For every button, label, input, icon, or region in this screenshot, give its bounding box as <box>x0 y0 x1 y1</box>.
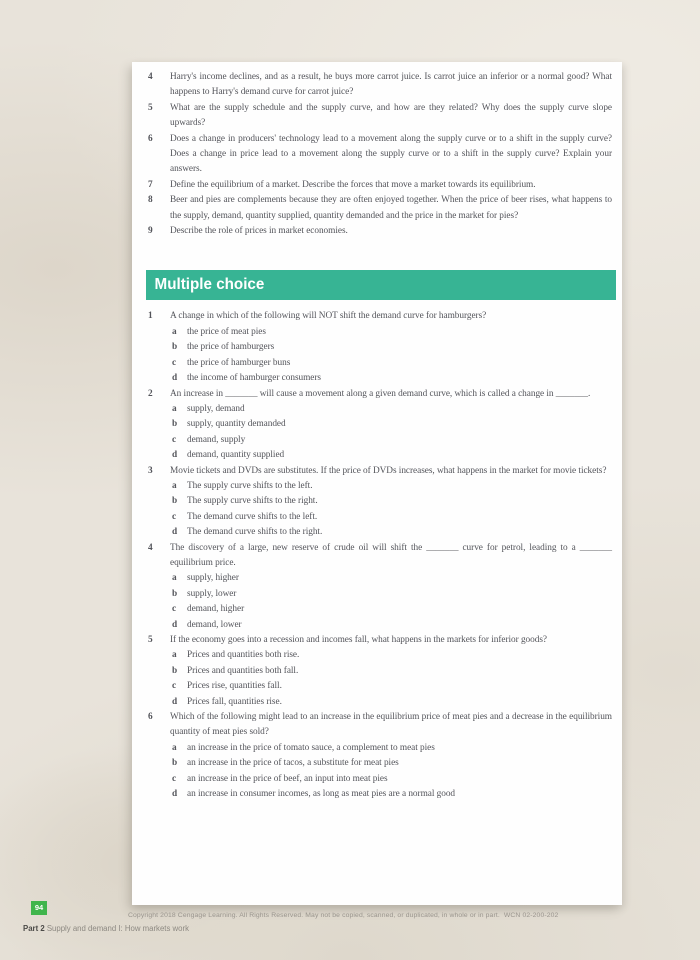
question-body <box>170 70 612 101</box>
option-letter: d <box>172 696 178 707</box>
question-text: Movie tickets and DVDs are substitutes. If the price of DVDs increases, what happens in the market for movie tickets? <box>170 465 607 476</box>
option-row <box>170 741 612 756</box>
question-body <box>170 464 612 541</box>
option-letter: c <box>172 511 177 522</box>
review-questions-list <box>148 70 612 239</box>
option-letter: d <box>172 527 178 538</box>
option-text: the price of hamburger buns <box>187 357 291 368</box>
question-number: 6 <box>148 712 153 723</box>
question-number: 7 <box>148 179 153 190</box>
mc-question-row <box>148 464 612 541</box>
option-row <box>170 479 612 494</box>
question-body <box>170 387 612 464</box>
option-text: demand, higher <box>187 604 245 615</box>
question-number: 4 <box>148 542 153 553</box>
question-number: 4 <box>148 72 153 82</box>
option-text: Prices and quantities both rise. <box>187 650 300 661</box>
option-letter: c <box>172 357 177 368</box>
option-letter: b <box>172 496 178 507</box>
option-row <box>170 772 612 787</box>
question-number: 5 <box>148 635 153 645</box>
question-body <box>170 541 612 633</box>
question-body <box>170 178 612 193</box>
question-body <box>170 309 612 386</box>
option-row <box>170 756 612 771</box>
option-row <box>170 571 612 586</box>
mc-question-row <box>148 387 612 464</box>
mc-question-row <box>148 541 612 633</box>
question-text: Define the equilibrium of a market. Describe the forces that move a market towards its equilibrium. <box>170 179 536 190</box>
option-text: demand, lower <box>187 619 242 630</box>
question-number: 6 <box>148 133 153 144</box>
option-row <box>170 417 612 432</box>
review-question-row <box>148 132 612 178</box>
option-row <box>170 371 612 386</box>
option-letter: b <box>172 665 178 676</box>
option-letter: d <box>172 789 178 800</box>
question-body <box>170 193 612 224</box>
question-number: 8 <box>148 195 153 206</box>
option-letter: a <box>172 573 177 584</box>
option-row <box>170 433 612 448</box>
question-text: An increase in _______ will cause a movement along a given demand curve, which is called a change in _______. <box>170 388 591 399</box>
option-text: an increase in consumer incomes, as long as meat pies are a normal good <box>187 789 456 800</box>
option-text: Prices and quantities both fall. <box>187 665 299 676</box>
mc-question-row <box>148 633 612 710</box>
option-text: demand, supply <box>187 434 246 445</box>
option-row <box>170 648 612 663</box>
review-question-row <box>148 178 612 193</box>
question-number: 5 <box>148 102 153 113</box>
option-text: supply, demand <box>187 403 245 414</box>
option-row <box>170 602 612 617</box>
option-letter: c <box>172 773 177 784</box>
option-row <box>170 448 612 463</box>
option-text: an increase in the price of tomato sauce, a complement to meat pies <box>187 742 435 753</box>
option-text: The supply curve shifts to the left. <box>187 480 313 491</box>
option-text: The demand curve shifts to the left. <box>187 511 318 522</box>
option-row <box>170 356 612 371</box>
option-letter: b <box>172 342 178 353</box>
mc-question-row <box>148 309 612 386</box>
question-number: 3 <box>148 465 153 476</box>
option-letter: d <box>172 619 178 630</box>
question-body <box>170 101 612 132</box>
option-text: supply, lower <box>187 588 237 599</box>
review-question-row <box>148 70 612 101</box>
question-body <box>170 710 612 802</box>
question-number: 9 <box>148 226 153 237</box>
option-row <box>170 340 612 355</box>
question-text: Does a change in producers' technology lead to a movement along the supply curve or to a shift in the supply curve? Does a change in price lead to a movement along the supply curve or to a shift in the supply curve? Explain your answers. <box>170 133 612 175</box>
option-row <box>170 618 612 633</box>
question-body <box>170 633 612 710</box>
part-title-line <box>23 923 189 934</box>
option-text: The demand curve shifts to the right. <box>187 527 323 538</box>
option-text: an increase in the price of beef, an input into meat pies <box>187 773 388 784</box>
review-question-row <box>148 193 612 224</box>
option-row <box>170 510 612 525</box>
option-row <box>170 402 612 417</box>
section-header: Multiple choice <box>154 276 265 294</box>
option-row <box>170 695 612 710</box>
option-letter: b <box>172 588 178 599</box>
option-row <box>170 664 612 679</box>
question-text: What are the supply schedule and the supply curve, and how are they related? Why does the supply curve slope upwards? <box>170 102 612 129</box>
option-letter: c <box>172 681 177 692</box>
question-text: If the economy goes into a recession and incomes fall, what happens in the markets for inferior goods? <box>170 635 547 645</box>
multiple-choice-questions-list <box>148 309 612 802</box>
question-number: 2 <box>148 388 153 399</box>
option-letter: c <box>172 434 177 445</box>
question-text: Beer and pies are complements because they are often enjoyed together. When the price of beer rises, what happens to the supply, demand, quantity supplied, quantity demanded and the price in the market for pies? <box>170 195 612 221</box>
option-text: The supply curve shifts to the right. <box>187 496 318 507</box>
option-letter: b <box>172 419 178 430</box>
option-text: the price of hamburgers <box>187 342 275 353</box>
question-text: Describe the role of prices in market economies. <box>170 226 348 237</box>
option-letter: c <box>172 604 177 615</box>
copyright-notice: Copyright 2018 Cengage Learning. All Rights Reserved. May not be copied, scanned, or duplicated, in whole or in part. WCN 02-200-202 <box>128 912 559 919</box>
option-letter: a <box>172 650 177 661</box>
option-text: Prices fall, quantities rise. <box>187 696 282 707</box>
option-row <box>170 787 612 802</box>
option-text: the income of hamburger consumers <box>187 373 321 384</box>
part-label: Part 2 <box>23 924 45 933</box>
part-title: Supply and demand I: How markets work <box>44 924 189 933</box>
question-body <box>170 132 612 178</box>
page-number-badge: 94 <box>31 901 47 915</box>
review-question-row <box>148 101 612 132</box>
option-text: demand, quantity supplied <box>187 450 285 461</box>
page-content <box>132 62 622 802</box>
option-letter: a <box>172 403 177 414</box>
option-text: Prices rise, quantities fall. <box>187 681 282 692</box>
option-letter: d <box>172 373 178 384</box>
option-text: supply, quantity demanded <box>187 419 286 430</box>
multiple-choice-banner <box>146 270 616 300</box>
option-letter: a <box>172 326 177 337</box>
option-text: supply, higher <box>187 573 239 584</box>
question-text: Which of the following might lead to an increase in the equilibrium price of meat pies and a decrease in the equilibrium quantity of meat pies sold? <box>170 712 612 738</box>
option-row <box>170 494 612 509</box>
question-number: 1 <box>148 311 153 322</box>
question-text: A change in which of the following will NOT shift the demand curve for hamburgers? <box>170 311 487 322</box>
option-row <box>170 525 612 540</box>
option-row <box>170 679 612 694</box>
question-text: The discovery of a large, new reserve of crude oil will shift the _______ curve for petrol, leading to a _______ equilibrium price. <box>170 542 612 568</box>
option-text: an increase in the price of tacos, a substitute for meat pies <box>187 758 399 769</box>
option-letter: b <box>172 758 178 769</box>
mc-question-row <box>148 710 612 802</box>
option-row <box>170 325 612 340</box>
option-letter: a <box>172 742 177 753</box>
option-letter: d <box>172 450 178 461</box>
question-body <box>170 224 612 239</box>
option-row <box>170 587 612 602</box>
review-question-row <box>148 224 612 239</box>
option-letter: a <box>172 480 177 491</box>
question-text: Harry's income declines, and as a result, he buys more carrot juice. Is carrot juice an inferior or a normal good? What happens to Harry's demand curve for carrot juice? <box>170 72 612 98</box>
textbook-page-sheet <box>132 62 622 905</box>
option-text: the price of meat pies <box>187 326 266 337</box>
